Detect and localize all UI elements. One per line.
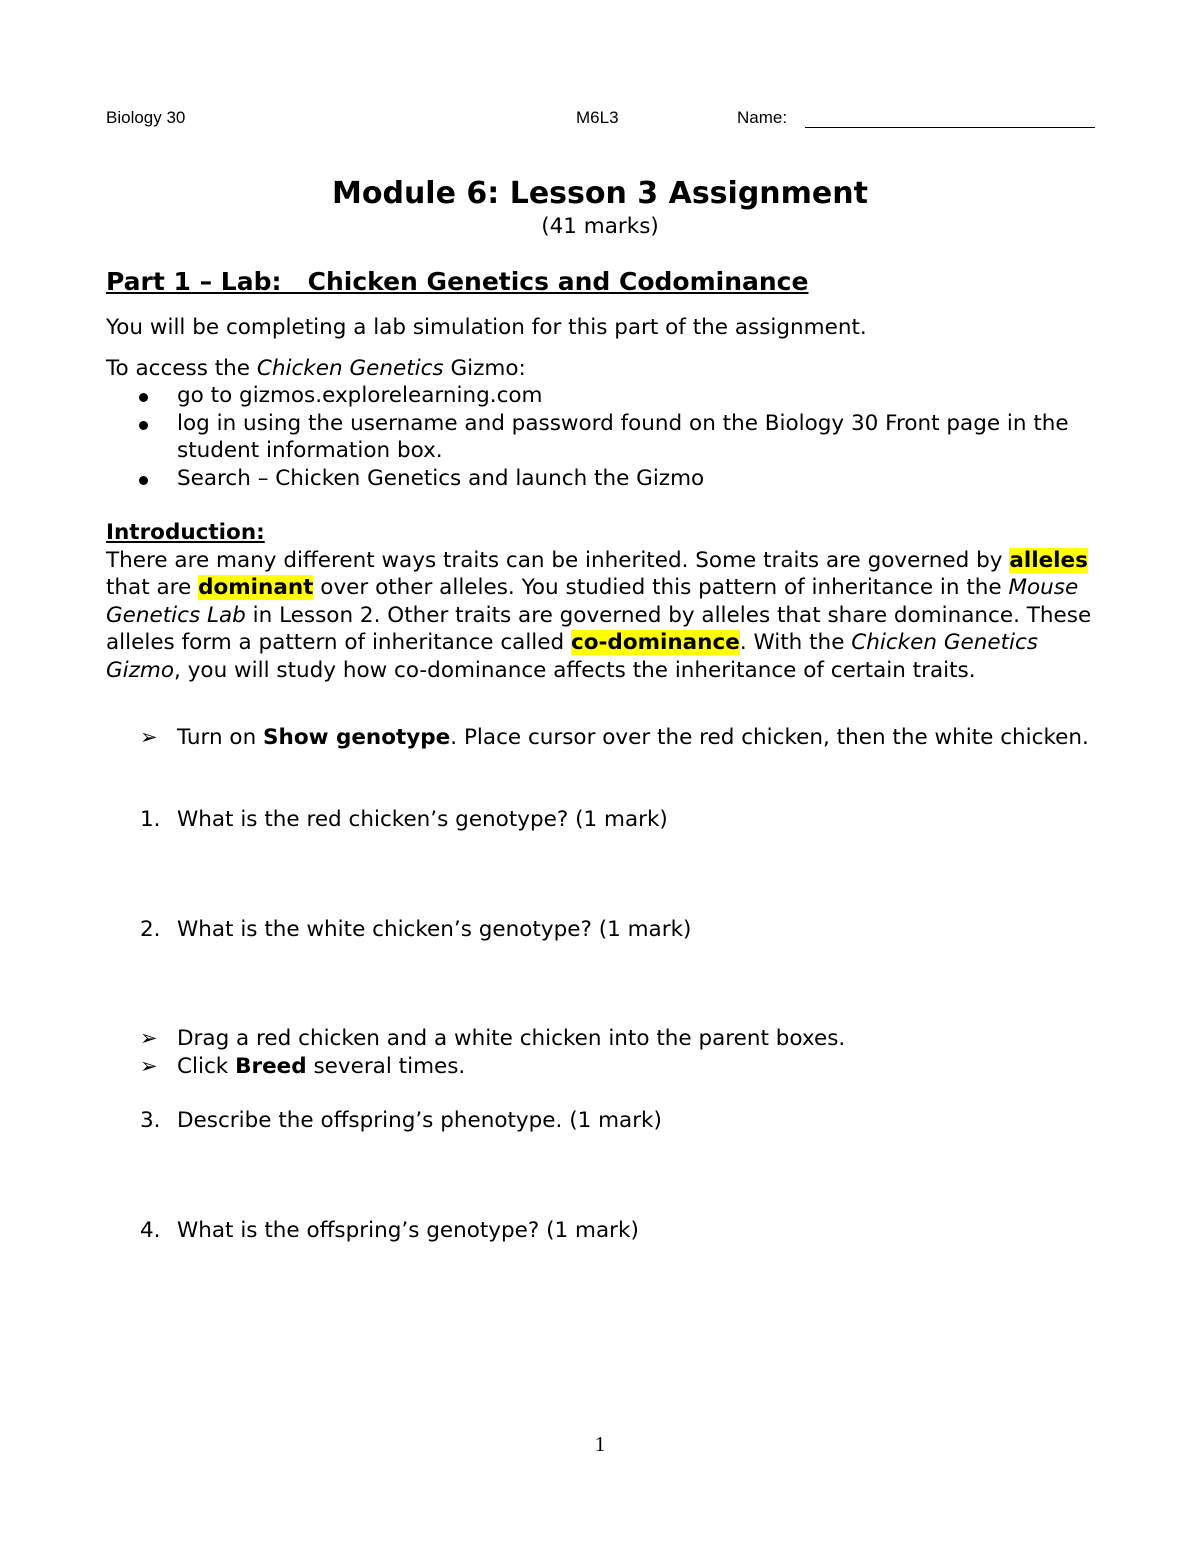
page-subtitle: (41 marks) [541,214,659,239]
highlighted-term-dominant: dominant [198,575,314,600]
intro-text: , you will study how co-dominance affects the inheritance of certain traits. [174,657,976,683]
instruction-text: Turn on [177,725,264,750]
instruction-text: several times. [306,1053,466,1079]
header-lesson-code: M6L3 [576,108,619,127]
name-blank-line [805,127,1095,128]
part1-heading: Part 1 – Lab: Chicken Genetics and Codominance [106,267,809,296]
question-1 [106,806,1096,834]
list-item [106,916,1096,944]
breed-label: Breed [235,1053,307,1079]
intro-line: You will be completing a lab simulation for this part of the assignment. [106,315,867,340]
list-item [106,1053,1096,1081]
list-item [106,1107,1096,1135]
bullet-icon [139,421,148,430]
intro-text: . With the [739,630,852,655]
highlighted-term-co-dominance: co-dominance [570,630,740,655]
arrow-bullet-icon: ➢ [140,725,158,749]
instruction-text: Click [177,1053,236,1079]
list-item [106,465,1096,493]
access-step-text: Search – Chicken Genetics and launch the Gizmo [177,465,705,491]
mouse-genetics-lab-name: Mouse Genetics Lab [106,575,1079,628]
question-text: What is the offspring’s genotype? (1 mark) [177,1218,639,1243]
bullet-icon [139,393,148,402]
question-text: What is the white chicken’s genotype? (1 mark) [177,917,692,942]
page-number: 1 [594,1432,606,1456]
access-step-text: log in using the username and password found on the Biology 30 Front page in the student information box. [177,410,1069,463]
question-3 [106,1107,1096,1135]
intro-text: in Lesson 2. Other traits are governed by alleles that share dominance. These alleles form a pattern of inheritance called [106,602,1092,655]
show-genotype-label: Show genotype [263,725,451,750]
access-gizmo-name: Chicken Genetics [256,356,444,381]
instruction-text: Drag a red chicken and a white chicken into the parent boxes. [177,1026,846,1051]
list-item [106,724,1096,752]
question-number: 4. [140,1218,161,1243]
introduction-section [106,519,1096,684]
question-4 [106,1217,1096,1245]
instruction-list-1 [106,724,1096,752]
access-prefix: To access the [106,356,257,381]
access-line [106,355,1096,383]
question-number: 2. [140,917,161,942]
introduction-heading: Introduction: [106,520,265,545]
question-text: Describe the offspring’s phenotype. (1 mark) [177,1108,662,1133]
instruction-text: . Place cursor over the red chicken, then the white chicken. [450,725,1089,750]
intro-text: over other alleles. You studied this pattern of inheritance in the [313,575,1009,600]
access-steps-list [106,382,1096,492]
page-title: Module 6: Lesson 3 Assignment [332,176,868,211]
access-step-text: go to gizmos.explorelearning.com [177,383,543,408]
list-item [106,382,1096,410]
question-number: 3. [140,1108,161,1133]
access-suffix: Gizmo: [443,356,526,381]
question-2 [106,916,1096,944]
list-item [106,1025,1096,1053]
header-course: Biology 30 [106,108,186,127]
arrow-bullet-icon: ➢ [140,1026,158,1050]
highlighted-term-alleles: alleles [1009,547,1088,573]
arrow-bullet-icon: ➢ [140,1053,158,1078]
list-item [106,806,1096,834]
bullet-icon [139,476,148,485]
question-number: 1. [140,807,161,832]
chicken-gizmo-name: Chicken Genetics Gizmo [106,630,1038,683]
question-text: What is the red chicken’s genotype? (1 mark) [177,807,668,832]
list-item [106,410,1096,465]
list-item [106,1217,1096,1245]
header-name-label: Name: [737,108,788,127]
instruction-list-2 [106,1025,1096,1080]
intro-text: There are many different ways traits can be inherited. Some traits are governed by [106,547,1010,573]
intro-text: that are [106,575,199,600]
